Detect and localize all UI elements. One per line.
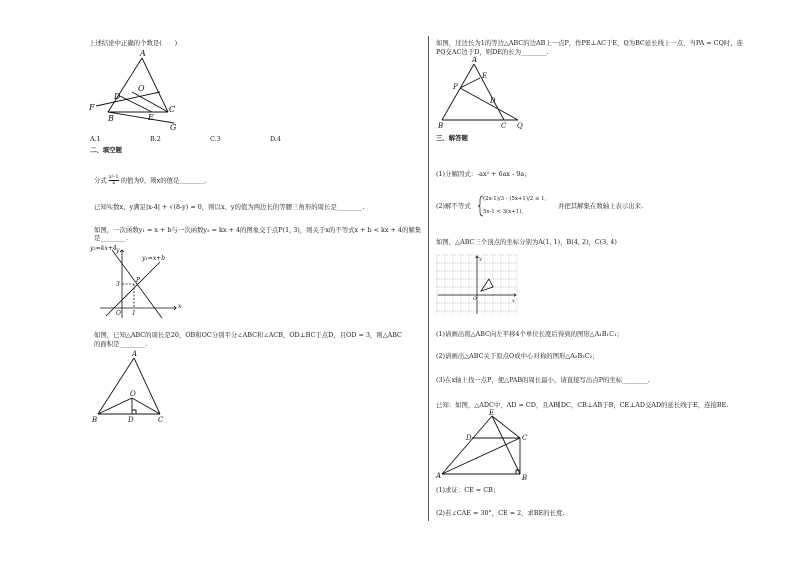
- fig1-label-g: G: [170, 123, 177, 132]
- fig1-label-c: C: [169, 105, 176, 114]
- fig3-label-c: C: [158, 416, 164, 424]
- fig4-label-d: D: [490, 97, 496, 105]
- fig1-label-d: D: [114, 92, 121, 101]
- choice-c: C.3: [210, 135, 221, 143]
- column-divider: [428, 36, 429, 521]
- question-inequality-suffix: 并把其解集在数轴上表示出来.: [558, 202, 644, 210]
- choice-a: A.1: [90, 135, 101, 143]
- fig2-label-one: 1: [132, 310, 136, 317]
- choice-b: B.2: [150, 135, 161, 143]
- fig2-label-p: P: [136, 277, 141, 284]
- fig4-label-e: E: [482, 72, 488, 80]
- figure-quadrilateral: [434, 410, 534, 482]
- fig2-label-three: 3: [116, 281, 120, 288]
- question-equilateral: 如图，过边长为1的等边△ABC的边AB上一点P，作PE⊥AC于E，Q为BC延长线上一点，当PA = CQ时，连: [436, 39, 743, 47]
- question-conclusion-count: 上述结论中正确的个数是( ): [89, 39, 178, 47]
- fraction-suffix: 的值为0，则x的值是________.: [120, 176, 207, 185]
- question-equilateral-cont: PQ交AC边于D，则DE的长为________.: [436, 48, 549, 56]
- fig1-label-e: E: [148, 113, 154, 122]
- fraction-numerator: x²-1: [108, 174, 119, 180]
- question-triangle-area: 如图，已知△ABC的周长是20，OB和OC分别平分∠ABC和∠ACB，OD⊥BC于点D，且OD = 3，则△ABC: [94, 331, 402, 339]
- figure-coordinate-grid: [436, 254, 518, 316]
- fig5-label-b: B: [522, 474, 528, 482]
- fig4-label-p: P: [453, 83, 458, 91]
- inequality-row-1: (2x-1)/3 - (5x+1)/2 ≤ 1,: [483, 196, 547, 202]
- fig3-label-b: B: [92, 416, 98, 424]
- fig1-label-b: B: [108, 114, 114, 123]
- fraction-prefix: 分式: [94, 176, 107, 185]
- question-linear-functions: 如图，一次函数y₁ = x + b与一次函数y₂ = kx + 4的图象交于点P(1, 3)，则关于x的不等式x + b < kx + 4的解集: [94, 226, 422, 234]
- fig2-label-y1: y₁=x+b: [142, 255, 166, 262]
- fig2-label-yaxis: y: [116, 247, 120, 254]
- fig2-label-xaxis: x: [178, 303, 182, 310]
- fig3-label-o: O: [130, 390, 136, 398]
- fig2-label-origin: O: [116, 310, 121, 317]
- question-linear-functions-cont: 是________.: [94, 234, 128, 242]
- fig4-label-c: C: [501, 122, 507, 130]
- fig3-label-d: D: [128, 416, 134, 424]
- fig5-label-d: D: [466, 434, 472, 442]
- fig1-label-o: O: [138, 84, 145, 93]
- grid-label-y: y: [479, 256, 482, 262]
- question-real-numbers: 已知实数x、y满足|x-4| + √(8-y) = 0，则以x、y的值为两边长的等腰三角形的周长是________.: [94, 203, 365, 211]
- choice-d: D.4: [270, 135, 281, 143]
- question-coord-part-3: (3)在x轴上找一点P，使△PAB的周长最小，请直接写出点P的坐标________.: [436, 376, 650, 384]
- fig1-label-a: A: [140, 49, 146, 58]
- question-quadrilateral: 已知：如图，△ADC中，AD = CD，且AB∥DC，CB⊥AB于B，CE⊥AD交AD的延长线于E，连接BE.: [436, 401, 729, 409]
- fig4-label-a: A: [472, 56, 478, 64]
- question-prove: (1)求证：CE = CB；: [436, 486, 500, 494]
- fig5-label-e: E: [489, 409, 495, 417]
- figure-linear-graph: [88, 242, 183, 320]
- fig4-label-b: B: [438, 122, 444, 130]
- fig3-label-a: A: [132, 350, 138, 358]
- figure-triangle-bisectors: [86, 50, 196, 135]
- section-solutions: 三、解答题: [436, 134, 468, 142]
- figure-equilateral: [434, 58, 529, 130]
- fraction-denominator: x: [112, 180, 116, 186]
- question-find-length: (2)若∠CAE = 30°，CE = 2，求BE的长度.: [436, 509, 565, 517]
- fraction: [109, 175, 119, 186]
- fig5-label-a: A: [436, 472, 442, 480]
- figure-triangle-incenter: [88, 352, 168, 427]
- question-coordinates: 如图，△ABC三个顶点的坐标分别为A(1, 1)，B(4, 2)，C(3, 4): [436, 238, 617, 246]
- fig5-label-c: C: [522, 434, 528, 442]
- fig4-label-q: Q: [517, 122, 523, 130]
- question-coord-part-2: (2)请画出△ABC关于原点O成中心对称的图形△A₂B₂C₂；: [436, 352, 599, 360]
- inequality-row-2: 5x-1 < 3(x+1),: [483, 209, 523, 215]
- question-coord-part-1: (1)请画出将△ABC向左平移4个单位长度后得到的图形△A₁B₁C₁；: [436, 330, 623, 338]
- fig1-label-f: F: [89, 103, 95, 112]
- fig2-label-y2: y₂=kx+4: [90, 245, 117, 252]
- question-inequality-prefix: (2)解不等式: [436, 202, 471, 210]
- section-fill-in-blank: 二、填空题: [90, 146, 122, 154]
- question-factor: (1)分解因式：-ax² + 6ax - 9a；: [436, 170, 531, 178]
- grid-label-x: x: [512, 298, 515, 304]
- question-triangle-area-cont: 的面积是________.: [94, 340, 148, 348]
- question-fraction: [94, 175, 207, 186]
- grid-label-o: O: [473, 297, 477, 302]
